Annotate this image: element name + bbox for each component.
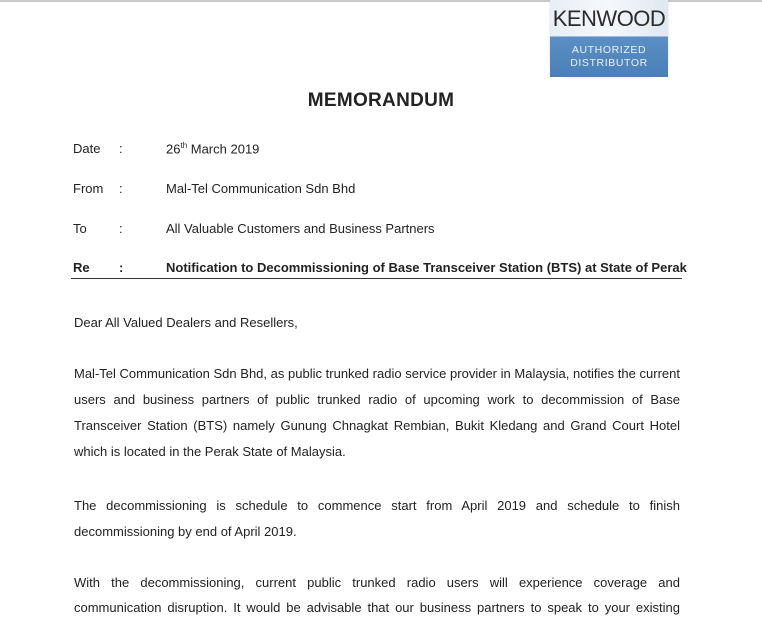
memo-title: MEMORANDUM (307, 90, 455, 111)
paragraph-3-line-1: With the decommissioning, current public trunked radio users will experience coverage and (74, 575, 680, 590)
logo-banner (550, 36, 668, 77)
date-day: 26 (166, 141, 181, 157)
re-subject: Notification to Decommissioning of Base Transceiver Station (BTS) at State of Perak (166, 260, 687, 275)
date-value (166, 141, 259, 156)
paragraph-2: The decommissioning is schedule to commence start from April 2019 and schedule to finish decommissioning by end of April 2019. (74, 498, 680, 539)
logo-brand-text: KENWOOD (552, 6, 666, 31)
date-rest: March 2019 (187, 141, 260, 157)
logo-line-distributor: DISTRIBUTOR (570, 57, 648, 69)
date-label: Date (73, 141, 101, 156)
from-value: Mal-Tel Communication Sdn Bhd (166, 181, 356, 196)
to-label: To (73, 221, 87, 236)
re-label: Re (73, 260, 90, 275)
paragraph-3-line-2: communication disruption. It would be advisable that our business partners to speak to your existing (74, 600, 680, 615)
date-colon: : (119, 141, 123, 156)
re-colon: : (119, 260, 124, 275)
from-colon: : (119, 181, 123, 196)
salutation: Dear All Valued Dealers and Resellers, (74, 315, 298, 330)
paragraph-3-clipped (74, 597, 680, 615)
from-label: From (73, 181, 104, 196)
header-divider (71, 278, 682, 279)
logo-line-authorized: AUTHORIZED (571, 44, 647, 56)
date-suffix: th (180, 141, 188, 150)
logo-brand-area (550, 0, 668, 38)
to-colon: : (119, 221, 123, 236)
kenwood-logo (550, 0, 668, 76)
paragraph-1: Mal-Tel Communication Sdn Bhd, as public trunked radio service provider in Malaysia, notifies the current users and business partners of public trunked radio of upcoming work to decommission of Base Transceiver Station (BTS) namely Gunung Chnagkat Rembian, Bukit Kledang and Grand Court Hotel which is located in the Perak State of Malaysia. (74, 366, 680, 459)
to-value: All Valuable Customers and Business Partners (166, 221, 435, 236)
